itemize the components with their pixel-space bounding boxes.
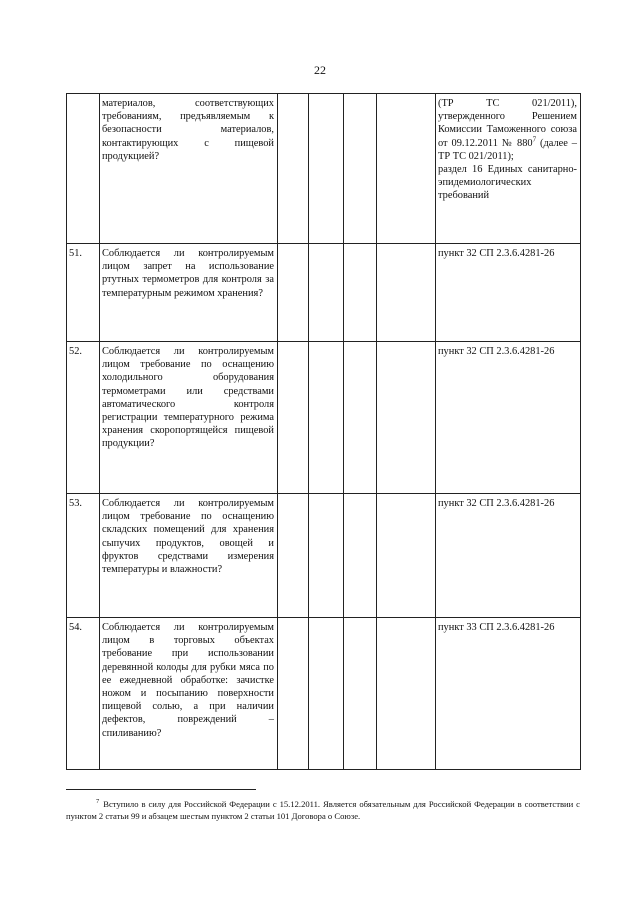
footnote-mark: 7 — [96, 798, 100, 805]
comment-cell — [377, 494, 436, 618]
comment-cell — [377, 342, 436, 494]
table-row — [67, 342, 581, 494]
reference-cell: пункт 32 СП 2.3.6.4281-26 — [436, 342, 581, 494]
answer-yes-cell — [278, 494, 309, 618]
answer-na-cell — [344, 342, 377, 494]
footnote-ref-mark: 7 — [532, 135, 537, 144]
reference-text-cont: (далее – ТР ТС 021/2011); — [438, 137, 578, 162]
row-number: 52. — [67, 342, 100, 494]
answer-na-cell — [344, 618, 377, 770]
answer-yes-cell — [278, 618, 309, 770]
reference-cell: пункт 32 СП 2.3.6.4281-26 — [436, 494, 581, 618]
comment-cell — [377, 244, 436, 342]
question-cell: Соблюдается ли контролируемым лицом в торговых объектах требование при использовании деревянной колоды для рубки мяса по ее ежедневной обработке: зачистке ножом и посыпанию поверхности пищевой солью, а при наличии дефектов, повреждений – спиливанию? — [100, 618, 278, 770]
footnote-text: Вступило в силу для Российской Федерации с 15.12.2011. Является обязательным для Российской Федерации в соответствии с пунктом 2 статьи 99 и абзацем шестым пунктом 2 статьи 101 Договора о Союзе. — [66, 798, 580, 822]
row-number: 51. — [67, 244, 100, 342]
answer-na-cell — [344, 94, 377, 244]
comment-cell — [377, 618, 436, 770]
answer-no-cell — [309, 618, 344, 770]
answer-no-cell — [309, 494, 344, 618]
answer-yes-cell — [278, 342, 309, 494]
answer-yes-cell — [278, 244, 309, 342]
reference-cell: пункт 32 СП 2.3.6.4281-26 — [436, 244, 581, 342]
answer-yes-cell — [278, 94, 309, 244]
page-number: 22 — [314, 63, 326, 77]
answer-no-cell — [309, 342, 344, 494]
comment-cell — [377, 94, 436, 244]
reference-text-extra: раздел 16 Единых санитарно-эпидемиологических требований — [438, 164, 577, 202]
row-number — [67, 94, 100, 244]
checklist-table — [66, 93, 581, 770]
question-cell: Соблюдается ли контролируемым лицом запрет на использование ртутных термометров для контроля за температурным режимом хранения? — [100, 244, 278, 342]
table-row — [67, 494, 581, 618]
reference-cell: пункт 33 СП 2.3.6.4281-26 — [436, 618, 581, 770]
reference-text: (ТР ТС 021/2011), утвержденного Решением Комиссии Таможенного союза от 09.12.2011 № 880 — [438, 98, 577, 149]
answer-no-cell — [309, 94, 344, 244]
table-row — [67, 94, 581, 244]
row-number: 53. — [67, 494, 100, 618]
answer-no-cell — [309, 244, 344, 342]
question-cell: Соблюдается ли контролируемым лицом требование по оснащению складских помещений для хранения сыпучих продуктов, овощей и фруктов средствами измерения температуры и влажности? — [100, 494, 278, 618]
question-cell: Соблюдается ли контролируемым лицом требование по оснащению холодильного оборудования термометрами или средствами автоматического контроля регистрации температурного режима хранения скоропортящейся пищевой продукции? — [100, 342, 278, 494]
footnote — [66, 796, 580, 823]
answer-na-cell — [344, 244, 377, 342]
table-row — [67, 244, 581, 342]
row-number: 54. — [67, 618, 100, 770]
reference-cell — [436, 94, 581, 244]
footnote-divider — [66, 789, 256, 790]
table-row — [67, 618, 581, 770]
answer-na-cell — [344, 494, 377, 618]
question-cell: материалов, соответствующих требованиям, предъявляемым к безопасности материалов, контактирующих с пищевой продукцией? — [100, 94, 278, 244]
